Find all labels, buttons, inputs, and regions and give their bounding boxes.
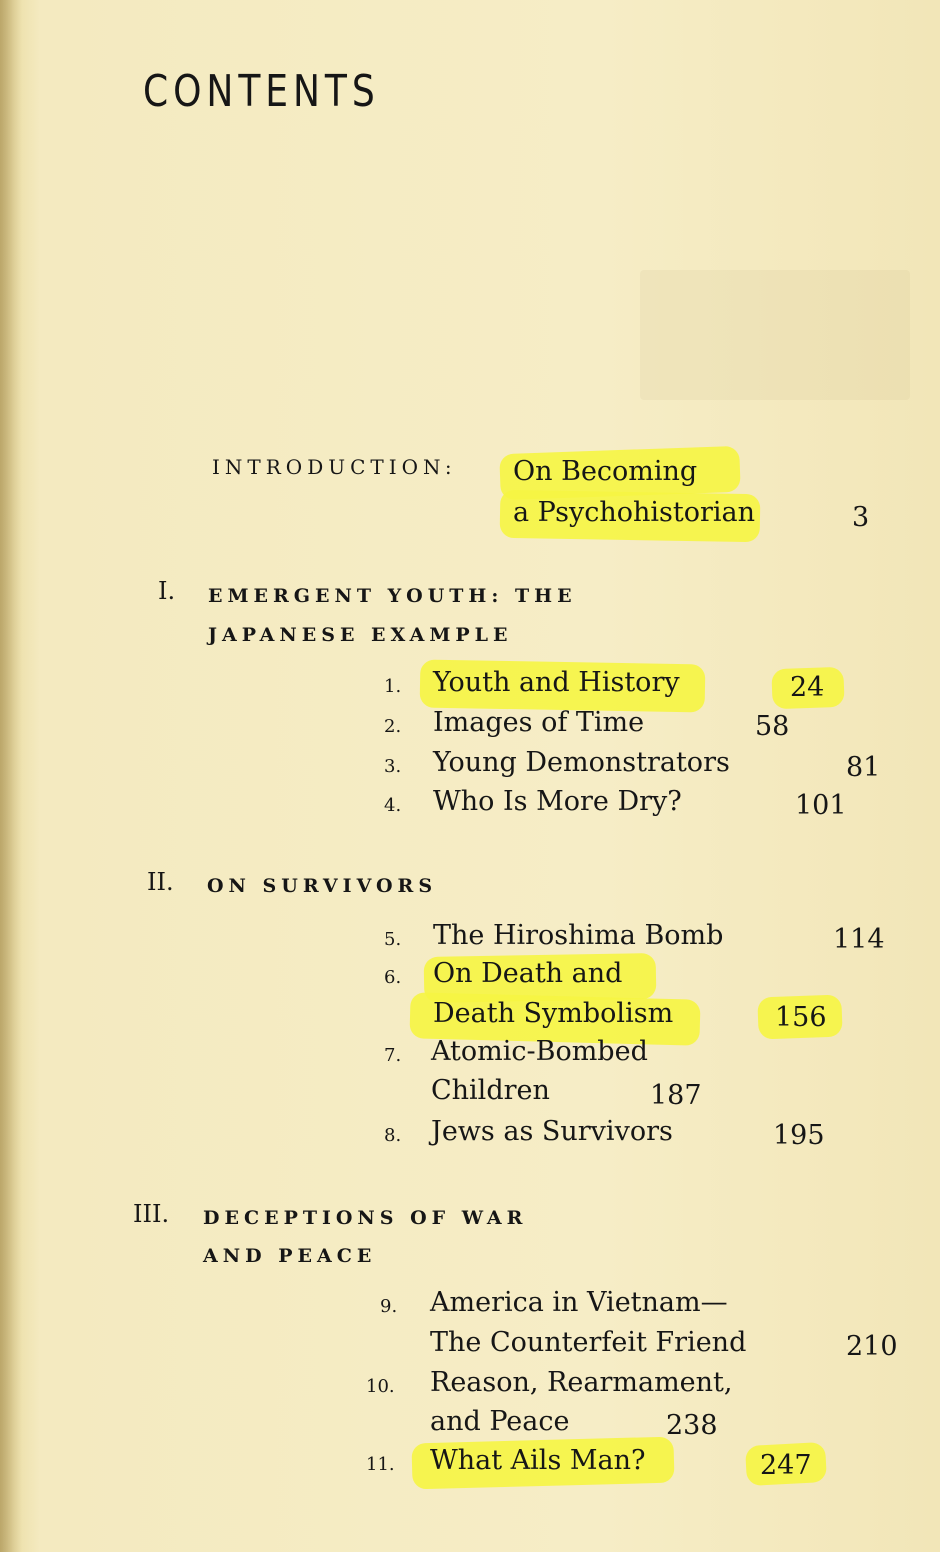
chapter-title-line2: The Counterfeit Friend	[430, 1327, 747, 1358]
chapter-number: 3.	[384, 756, 402, 777]
chapter-number: 9.	[380, 1296, 398, 1317]
chapter-page: 195	[773, 1120, 825, 1151]
chapter-number: 1.	[384, 676, 402, 697]
chapter-page: 156	[775, 1002, 827, 1033]
chapter-page: 81	[846, 752, 881, 783]
chapter-title-line1: America in Vietnam—	[430, 1287, 728, 1318]
page-title: CONTENTS	[143, 66, 380, 117]
chapter-page: 101	[795, 790, 847, 821]
chapter-title-line1: Atomic-Bombed	[431, 1036, 648, 1067]
chapter-title: Who Is More Dry?	[433, 786, 682, 817]
chapter-number: 8.	[384, 1125, 402, 1146]
introduction-title-line2: a Psychohistorian	[513, 497, 756, 528]
chapter-title-line2: Children	[431, 1075, 550, 1106]
chapter-title: The Hiroshima Bomb	[433, 920, 724, 951]
chapter-page: 247	[760, 1450, 812, 1481]
chapter-page: 210	[846, 1331, 898, 1362]
chapter-page: 114	[833, 924, 885, 955]
chapter-number: 5.	[384, 929, 402, 950]
part-numeral-3: III.	[133, 1200, 170, 1228]
bleed-through-block	[640, 270, 910, 400]
part-heading-3-line2: AND PEACE	[203, 1245, 377, 1267]
chapter-page: 187	[650, 1080, 702, 1111]
spine-shadow	[0, 0, 22, 1552]
introduction-title-line1: On Becoming	[513, 456, 698, 487]
introduction-label: INTRODUCTION:	[212, 455, 457, 479]
part-heading-1-line1: EMERGENT YOUTH: THE	[208, 585, 577, 607]
part-heading-2-line1: ON SURVIVORS	[207, 875, 438, 897]
chapter-title: Images of Time	[433, 707, 645, 738]
chapter-page: 58	[755, 711, 790, 742]
chapter-title: Young Demonstrators	[433, 747, 730, 778]
chapter-title: Jews as Survivors	[431, 1116, 673, 1147]
chapter-page: 24	[790, 672, 825, 703]
chapter-title-line2: Death Symbolism	[433, 998, 674, 1029]
chapter-number: 4.	[384, 795, 402, 816]
chapter-number: 11.	[366, 1454, 395, 1475]
part-heading-1-line2: JAPANESE EXAMPLE	[208, 624, 513, 646]
part-numeral-2: II.	[147, 868, 174, 896]
introduction-page: 3	[852, 502, 870, 533]
chapter-title: What Ails Man?	[430, 1445, 646, 1476]
chapter-number: 6.	[384, 967, 402, 988]
chapter-number: 10.	[366, 1376, 395, 1397]
chapter-title: Youth and History	[433, 667, 680, 698]
chapter-title-line1: On Death and	[433, 958, 623, 989]
part-heading-3-line1: DECEPTIONS OF WAR	[203, 1207, 528, 1229]
part-numeral-1: I.	[158, 577, 176, 605]
chapter-number: 2.	[384, 716, 402, 737]
chapter-number: 7.	[384, 1045, 402, 1066]
chapter-title-line2: and Peace	[430, 1406, 570, 1437]
chapter-title-line1: Reason, Rearmament,	[430, 1367, 733, 1398]
chapter-page: 238	[666, 1410, 718, 1441]
